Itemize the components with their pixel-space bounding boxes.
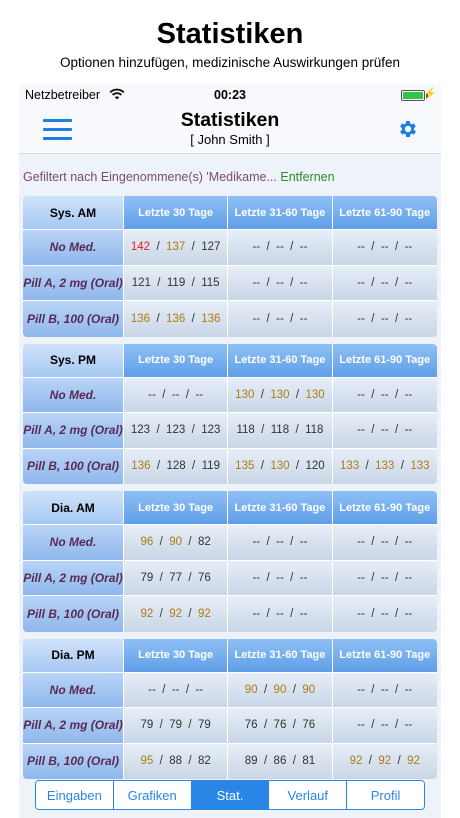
reading-value: -- — [276, 276, 284, 289]
table-row — [23, 596, 437, 632]
reading-value: 90 — [302, 683, 316, 696]
reading-value: -- — [357, 719, 365, 732]
reading-value: -- — [276, 312, 284, 325]
tab-profil[interactable]: Profil — [347, 781, 424, 809]
value-cell: -- / -- / -- — [124, 378, 228, 413]
reading-value: 81 — [302, 755, 316, 768]
value-cell: -- / -- / -- — [333, 413, 437, 448]
reading-value: 136 — [130, 312, 151, 325]
reading-value: 95 — [140, 755, 154, 768]
value-cell: 142 / 137 / 127 — [124, 230, 228, 265]
reading-value: 115 — [201, 276, 220, 289]
reading-value: -- — [380, 424, 389, 437]
reading-value: -- — [252, 607, 261, 620]
reading-value: -- — [299, 276, 308, 289]
section-header-row — [23, 196, 437, 230]
reading-value: 130 — [270, 388, 290, 401]
reading-value: 76 — [244, 719, 258, 732]
reading-value: -- — [357, 536, 365, 549]
stats-section — [23, 491, 437, 632]
column-header: Letzte 31-60 Tage — [228, 344, 332, 377]
value-cell: -- / -- / -- — [333, 230, 437, 265]
value-cell: 123 / 123 / 123 — [124, 413, 228, 448]
column-header: Letzte 30 Tage — [124, 639, 228, 672]
reading-value: 77 — [169, 571, 183, 584]
row-label: Pill B, 100 (Oral) — [23, 301, 124, 337]
value-cell: 96 / 90 / 82 — [124, 525, 228, 560]
reading-value: 92 — [140, 607, 154, 620]
value-cell: -- / -- / -- — [333, 378, 437, 413]
reading-value: 121 — [131, 276, 151, 289]
reading-value: -- — [357, 571, 365, 584]
reading-value: -- — [357, 312, 365, 325]
reading-value: -- — [299, 607, 308, 620]
reading-value: 119 — [201, 460, 220, 473]
reading-value: 86 — [273, 755, 287, 768]
reading-value: -- — [276, 607, 284, 620]
reading-value: 130 — [235, 388, 255, 401]
reading-value: 92 — [349, 755, 363, 768]
value-cell: -- / -- / -- — [124, 673, 228, 708]
tab-stat[interactable]: Stat. — [192, 781, 270, 809]
column-header: Letzte 31-60 Tage — [228, 491, 332, 524]
row-label: No Med. — [23, 230, 124, 265]
table-row — [23, 413, 437, 449]
reading-value: -- — [380, 683, 389, 696]
value-cell: -- / -- / -- — [333, 266, 437, 301]
row-label: Pill A, 2 mg (Oral) — [23, 561, 124, 596]
value-cell: 92 / 92 / 92 — [333, 744, 437, 780]
reading-value: -- — [252, 276, 261, 289]
reading-value: -- — [404, 536, 413, 549]
charging-bolt-icon: ⚡ — [423, 88, 437, 100]
reading-value: -- — [276, 571, 284, 584]
value-cell: 118 / 118 / 118 — [228, 413, 332, 448]
reading-value: -- — [148, 388, 156, 401]
table-row — [23, 449, 437, 485]
row-label: Pill A, 2 mg (Oral) — [23, 266, 124, 301]
column-header: Letzte 61-90 Tage — [333, 639, 437, 672]
table-row — [23, 673, 437, 709]
reading-value: -- — [357, 607, 365, 620]
reading-value: -- — [195, 388, 204, 401]
reading-value: 79 — [169, 719, 183, 732]
column-header: Letzte 30 Tage — [124, 344, 228, 377]
stats-section — [23, 639, 437, 780]
reading-value: -- — [357, 683, 365, 696]
statistics-tables — [23, 196, 437, 786]
reading-value: 136 — [131, 460, 151, 473]
value-cell: -- / -- / -- — [228, 561, 332, 596]
reading-value: 92 — [198, 607, 211, 620]
section-header-row — [23, 491, 437, 525]
section-header-row — [23, 639, 437, 673]
gear-icon[interactable] — [397, 118, 419, 140]
row-label: Pill B, 100 (Oral) — [23, 596, 124, 632]
status-time: 00:23 — [214, 88, 246, 102]
row-label: No Med. — [23, 378, 124, 413]
reading-value: -- — [276, 241, 284, 254]
reading-value: 135 — [235, 460, 255, 473]
reading-value: -- — [404, 683, 413, 696]
column-header: Letzte 31-60 Tage — [228, 196, 332, 229]
table-row — [23, 301, 437, 337]
value-cell: 136 / 128 / 119 — [124, 449, 228, 485]
reading-value: -- — [252, 571, 261, 584]
column-header: Letzte 61-90 Tage — [333, 491, 437, 524]
reading-value: -- — [299, 312, 308, 325]
value-cell: -- / -- / -- — [333, 561, 437, 596]
reading-value: 136 — [166, 312, 186, 325]
table-row — [23, 744, 437, 780]
reading-value: 120 — [305, 460, 325, 473]
reading-value: -- — [357, 276, 365, 289]
promo-header — [0, 0, 460, 82]
reading-value: 142 — [130, 241, 151, 254]
value-cell: -- / -- / -- — [228, 525, 332, 560]
reading-value: 92 — [378, 755, 392, 768]
reading-value: -- — [252, 241, 261, 254]
reading-value: 118 — [236, 424, 255, 437]
column-header: Letzte 61-90 Tage — [333, 344, 437, 377]
reading-value: -- — [404, 571, 413, 584]
value-cell: -- / -- / -- — [333, 525, 437, 560]
section-title: Dia. PM — [23, 639, 124, 672]
reading-value: -- — [276, 536, 284, 549]
value-cell: 136 / 136 / 136 — [124, 301, 228, 337]
row-label: Pill B, 100 (Oral) — [23, 449, 124, 485]
row-label: No Med. — [23, 673, 124, 708]
reading-value: -- — [171, 388, 180, 401]
value-cell: 133 / 133 / 133 — [333, 449, 437, 485]
reading-value: -- — [380, 276, 389, 289]
reading-value: 128 — [166, 460, 186, 473]
reading-value: 118 — [270, 424, 290, 437]
table-row — [23, 230, 437, 266]
reading-value: 88 — [169, 755, 183, 768]
promo-subtitle: Optionen hinzufügen, medizinische Auswirkungen prüfen — [60, 55, 400, 70]
reading-value: 137 — [166, 241, 186, 254]
segmented-tab-bar — [35, 780, 425, 810]
reading-value: -- — [404, 388, 413, 401]
patient-name: [ John Smith ] — [190, 132, 270, 147]
stats-section — [23, 344, 437, 485]
value-cell: 79 / 79 / 79 — [124, 708, 228, 743]
reading-value: 82 — [198, 755, 211, 768]
reading-value: -- — [380, 607, 389, 620]
column-header: Letzte 61-90 Tage — [333, 196, 437, 229]
row-label: Pill A, 2 mg (Oral) — [23, 413, 124, 448]
table-row — [23, 708, 437, 744]
value-cell: 90 / 90 / 90 — [228, 673, 332, 708]
tab-eingaben[interactable]: Eingaben — [36, 781, 114, 809]
reading-value: 90 — [169, 536, 183, 549]
reading-value: -- — [380, 312, 389, 325]
value-cell: -- / -- / -- — [333, 301, 437, 337]
reading-value: 76 — [198, 571, 211, 584]
reading-value: 96 — [140, 536, 154, 549]
value-cell: 89 / 86 / 81 — [228, 744, 332, 780]
value-cell: -- / -- / -- — [228, 266, 332, 301]
reading-value: -- — [380, 719, 389, 732]
reading-value: 79 — [140, 719, 154, 732]
section-title: Sys. AM — [23, 196, 124, 229]
navigation-bar — [19, 106, 441, 154]
reading-value: -- — [357, 424, 365, 437]
table-row — [23, 561, 437, 597]
reading-value: 123 — [166, 424, 186, 437]
reading-value: -- — [404, 424, 413, 437]
battery-icon — [401, 90, 425, 101]
reading-value: -- — [171, 683, 180, 696]
reading-value: -- — [195, 683, 204, 696]
row-label: Pill A, 2 mg (Oral) — [23, 708, 124, 743]
value-cell: 130 / 130 / 130 — [228, 378, 332, 413]
column-header: Letzte 30 Tage — [124, 491, 228, 524]
reading-value: 90 — [244, 683, 258, 696]
reading-value: 133 — [339, 460, 360, 473]
reading-value: -- — [357, 388, 365, 401]
reading-value: 133 — [410, 460, 430, 473]
value-cell: -- / -- / -- — [333, 596, 437, 632]
column-header: Letzte 31-60 Tage — [228, 639, 332, 672]
reading-value: -- — [404, 241, 413, 254]
reading-value: -- — [299, 241, 308, 254]
carrier-label: Netzbetreiber — [25, 88, 101, 102]
reading-value: -- — [299, 536, 308, 549]
reading-value: -- — [380, 388, 389, 401]
reading-value: 136 — [201, 312, 221, 325]
reading-value: 130 — [270, 460, 290, 473]
value-cell: -- / -- / -- — [333, 708, 437, 743]
reading-value: 119 — [166, 276, 186, 289]
value-cell: 79 / 77 / 76 — [124, 561, 228, 596]
reading-value: 118 — [305, 424, 324, 437]
reading-value: -- — [252, 312, 261, 325]
reading-value: -- — [404, 276, 413, 289]
value-cell: -- / -- / -- — [228, 301, 332, 337]
reading-value: -- — [404, 719, 413, 732]
reading-value: -- — [380, 241, 389, 254]
reading-value: -- — [404, 607, 413, 620]
value-cell: -- / -- / -- — [228, 230, 332, 265]
row-label: No Med. — [23, 525, 124, 560]
reading-value: 123 — [130, 424, 151, 437]
column-header: Letzte 30 Tage — [124, 196, 228, 229]
section-title: Dia. AM — [23, 491, 124, 524]
value-cell: 95 / 88 / 82 — [124, 744, 228, 780]
stats-section — [23, 196, 437, 337]
reading-value: -- — [404, 312, 413, 325]
reading-value: 76 — [273, 719, 287, 732]
filter-description: Gefiltert nach Eingenommene(s) 'Medikame... — [23, 170, 277, 184]
section-header-row — [23, 344, 437, 378]
value-cell: 121 / 119 / 115 — [124, 266, 228, 301]
promo-title: Statistiken — [156, 18, 304, 50]
page-title: Statistiken — [180, 109, 280, 131]
reading-value: 92 — [169, 607, 183, 620]
remove-filter-button[interactable]: Entfernen — [280, 170, 335, 184]
phone-screen — [19, 84, 441, 818]
tab-verlauf[interactable]: Verlauf — [269, 781, 347, 809]
reading-value: -- — [380, 536, 389, 549]
value-cell: 92 / 92 / 92 — [124, 596, 228, 632]
value-cell: 135 / 130 / 120 — [228, 449, 332, 485]
status-bar — [19, 84, 441, 106]
row-label: Pill B, 100 (Oral) — [23, 744, 124, 780]
reading-value: 79 — [140, 571, 154, 584]
section-title: Sys. PM — [23, 344, 124, 377]
reading-value: -- — [148, 683, 156, 696]
value-cell: -- / -- / -- — [333, 673, 437, 708]
reading-value: 89 — [244, 755, 258, 768]
table-row — [23, 525, 437, 561]
reading-value: 76 — [302, 719, 316, 732]
reading-value: 123 — [201, 424, 221, 437]
value-cell: -- / -- / -- — [228, 596, 332, 632]
reading-value: -- — [299, 571, 308, 584]
table-row — [23, 266, 437, 302]
reading-value: 130 — [305, 388, 325, 401]
value-cell: 76 / 76 / 76 — [228, 708, 332, 743]
reading-value: 92 — [407, 755, 420, 768]
tab-grafiken[interactable]: Grafiken — [114, 781, 192, 809]
reading-value: 90 — [273, 683, 287, 696]
reading-value: 79 — [198, 719, 211, 732]
reading-value: -- — [357, 241, 365, 254]
reading-value: 133 — [375, 460, 395, 473]
filter-row — [19, 154, 441, 196]
reading-value: -- — [252, 536, 261, 549]
reading-value: -- — [380, 571, 389, 584]
reading-value: 82 — [198, 536, 211, 549]
table-row — [23, 378, 437, 414]
reading-value: 127 — [201, 241, 221, 254]
